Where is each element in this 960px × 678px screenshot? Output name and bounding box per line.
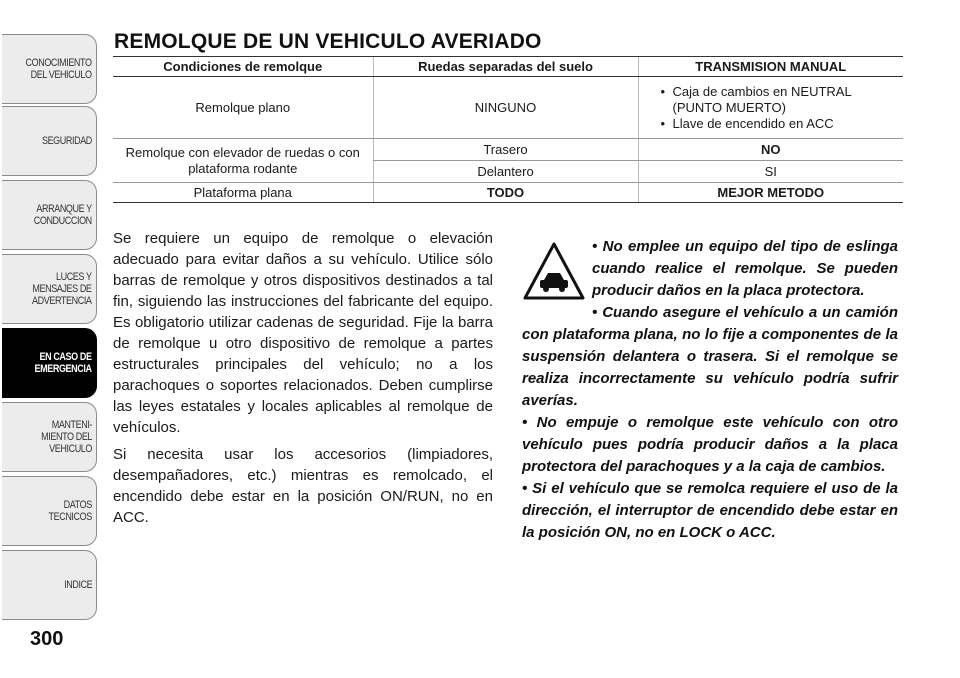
tab-label: EN CASO DE EMERGENCIA (34, 351, 92, 375)
paragraph: Se requiere un equipo de remolque o elevación adecuado para evitar daños a su vehículo. Utilice sólo barras de remolque y otros dispositivos destinados a tal fin, siguiendo las instrucciones del fabricante del equipo. Es obligatorio utilizar cadenas de seguridad. Fije la barra de remolque u otro dispositivo de remolque a partes estructurales principales del vehículo; no a los parachoques o soportes relacionados. Deben cumplirse las leyes estatales y locales aplicables al remolque de vehículos. (113, 230, 493, 436)
tab-luces[interactable] (2, 254, 97, 324)
warning-item: • No empuje o remolque este vehículo con otro vehículo pues podría producir daños a la placa protectora del parachoques y a la caja de cambios. (522, 414, 898, 475)
tab-conocimiento[interactable] (2, 34, 97, 104)
table-cell: TODO (373, 183, 638, 203)
tab-emergencia[interactable] (2, 328, 97, 398)
table-cell: NO (638, 139, 903, 161)
table-cell (638, 77, 903, 139)
table-row (113, 139, 903, 161)
table-cell: Plataforma plana (113, 183, 373, 203)
tab-mantenimiento[interactable] (2, 402, 97, 472)
warning-item: • Cuando asegure el vehículo a un camión con plataforma plana, no lo fije a componentes de la suspensión delantera o trasera. Si el remolque se realiza incorrectamente su vehículo podría sufrir averías. (522, 304, 898, 409)
list-item: • Llave de encendido en ACC (661, 116, 898, 132)
warning-triangle-car-icon (522, 240, 586, 304)
column-header: Condiciones de remolque (113, 57, 373, 77)
warning-item: • Si el vehículo que se remolca requiere el uso de la dirección, el interruptor de encendido debe estar en la posición ON, no en LOCK o ACC. (522, 480, 898, 541)
paragraph: Si necesita usar los accesorios (limpiadores, desempañadores, etc.) mientras es remolcado, el encendido debe estar en la posición ON/RUN, no en ACC. (113, 446, 493, 526)
page-number: 300 (30, 628, 64, 650)
table-cell: Trasero (373, 139, 638, 161)
page-title: REMOLQUE DE UN VEHICULO AVERIADO (114, 30, 542, 53)
towing-table (113, 56, 903, 203)
column-header: TRANSMISION MANUAL (638, 57, 903, 77)
list-item: • Caja de cambios en NEUTRAL (PUNTO MUERTO) (661, 84, 898, 116)
warning-item: • No emplee un equipo del tipo de eslinga cuando realice el remolque. Se pueden producir daños en la placa protectora. (592, 238, 898, 299)
table-cell: Remolque con elevador de ruedas o con plataforma rodante (113, 139, 373, 183)
table-cell: NINGUNO (373, 77, 638, 139)
tab-label: CONOCIMIENTO DEL VEHICULO (25, 57, 92, 81)
table-cell: MEJOR METODO (638, 183, 903, 203)
tab-datos[interactable] (2, 476, 97, 546)
tab-arranque[interactable] (2, 180, 97, 250)
tab-label: INDICE (63, 579, 92, 591)
table-row (113, 77, 903, 139)
bullet-list (645, 84, 898, 132)
warning-box (522, 236, 898, 544)
tab-indice[interactable] (2, 550, 97, 620)
table-cell: SI (638, 161, 903, 183)
column-header: Ruedas separadas del suelo (373, 57, 638, 77)
chapter-sidebar (0, 0, 98, 678)
table-cell: Remolque plano (113, 77, 373, 139)
tab-label: SEGURIDAD (42, 135, 92, 147)
table-header-row (113, 57, 903, 77)
body-text (113, 228, 493, 534)
tab-label: DATOS TECNICOS (48, 499, 92, 523)
tab-label: ARRANQUE Y CONDUCCION (33, 203, 92, 227)
table-row (113, 183, 903, 203)
tab-label: MANTENI- MIENTO DEL VEHICULO (41, 419, 92, 455)
tab-seguridad[interactable] (2, 106, 97, 176)
tab-label: LUCES Y MENSAJES DE ADVERTENCIA (32, 271, 92, 307)
table-cell: Delantero (373, 161, 638, 183)
